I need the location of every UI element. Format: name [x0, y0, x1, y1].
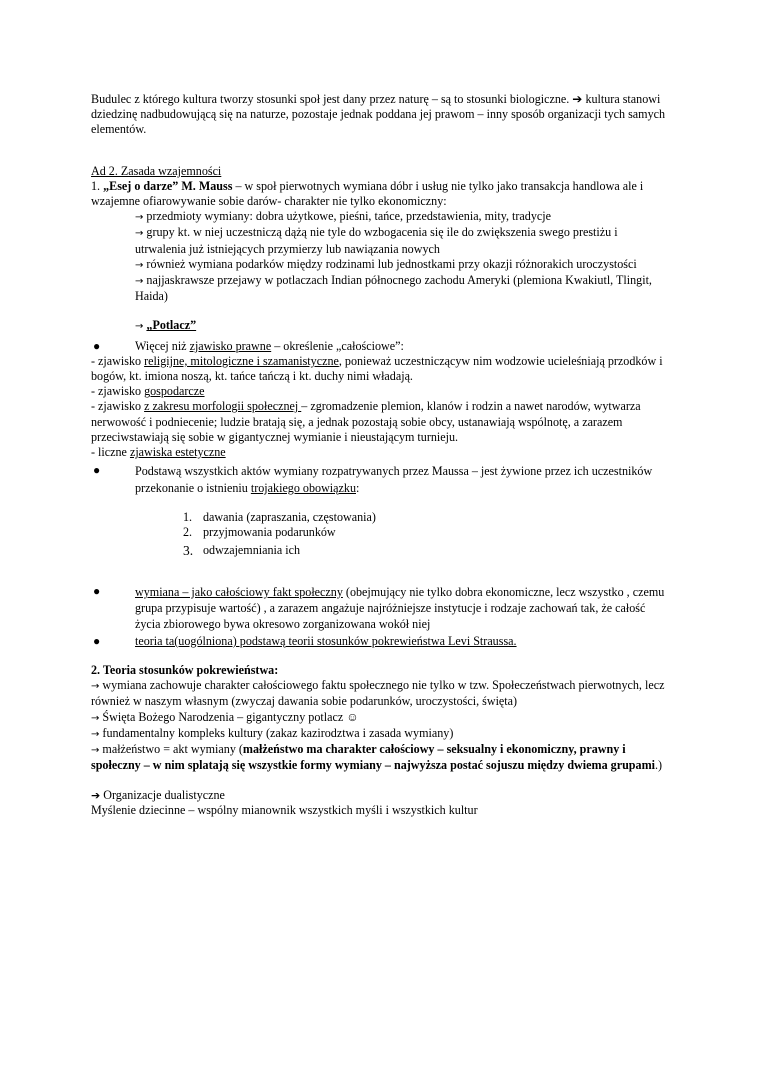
- mauss-lead: 1. „Esej o darze” M. Mauss – w społ pierwotnych wymiana dóbr i usług nie tylko jako transakcja handlowa ale i wzajemne ofiarowywanie sobie darów- charakter nie tylko ekonomiczny:: [91, 178, 644, 209]
- obligation-item: 3. odwzajemniania ich: [183, 542, 301, 558]
- arrow-icon: →: [135, 228, 144, 240]
- bullet-item: ● wymiana – jako całościowy fakt społeczny (obejmujący nie tylko dobra ekonomiczne, lecz wszystko , czemu grupa przypisuje wartość) , a zarazem angażuje najróżniejsze instytucje i rodzaje zachowań tak, że całość życia zbiorowego bywa okresowo zorganizowana wokół niej: [93, 583, 665, 631]
- arrow-icon: →: [135, 259, 144, 271]
- arrow-bold-icon: ➔: [91, 788, 101, 802]
- arrow-item: → przedmioty wymiany: dobra użytkowe, pieśni, tańce, przedstawienia, mity, tradycje: [135, 209, 551, 224]
- arrow-icon: →: [135, 276, 144, 288]
- arrow-item: → Święta Bożego Narodzenia – gigantyczny potlacz ☺: [91, 709, 359, 724]
- arrow-item: → fundamentalny kompleks kultury (zakaz kazirodztwa i zasada wymiany): [91, 725, 454, 740]
- arrow-icon: →: [91, 745, 100, 757]
- bullet-item: ● Więcej niż zjawisko prawne – określenie „całościowe”:: [93, 338, 404, 353]
- arrow-icon: →: [135, 212, 144, 224]
- section1-heading: Ad 2. Zasada wzajemności: [91, 163, 222, 178]
- arrow-item: → najjaskrawsze przejawy w potlaczach Indian północnego zachodu Ameryki (plemiona Kwakiutl, Tlingit, Haida): [135, 273, 652, 304]
- arrow-icon: →: [91, 681, 100, 693]
- zjawisko-gospodarcze: - zjawisko gospodarcze: [91, 384, 205, 399]
- bullet-icon: ●: [93, 338, 101, 353]
- zjawisko-estetyczne: - liczne zjawiska estetyczne: [91, 445, 226, 460]
- obligation-item: 2. przyjmowania podarunków: [183, 525, 336, 540]
- bullet-icon: ●: [93, 463, 101, 478]
- arrow-item: → również wymiana podarków między rodzinami lub jednostkami przy okazji różnorakich uroczystości: [135, 256, 637, 271]
- bullet-icon: ●: [93, 633, 101, 648]
- arrow-item: → wymiana zachowuje charakter całościowego faktu społecznego nie tylko w tzw. Społeczeństwach pierwotnych, lecz również w naszym własnym (zwyczaj dawania sobie podarunków, uroczystości, święta): [91, 678, 665, 709]
- arrow-icon: →: [135, 321, 144, 333]
- zjawisko-religijne: - zjawisko religijne, mitologiczne i szamanistyczne, ponieważ uczestniczącyw nim wodzowie ucieleśniają przodków i bogów, kt. imiona noszą, kt. tańce tańczą i kt. duchy nimi władają.: [91, 353, 663, 384]
- arrow-icon: →: [91, 712, 100, 724]
- obligation-item: 1. dawania (zapraszania, częstowania): [183, 510, 376, 525]
- potlacz-heading: → „Potlacz”: [135, 318, 197, 333]
- intro-paragraph: Budulec z którego kultura tworzy stosunki społ jest dany przez naturę – są to stosunki biologiczne. ➔ kultura stanowi dziedzinę nadbudowującą się na naturze, pozostaje jednak poddana jej prawom – inny sposób organizacji tych samych elementów.: [91, 92, 666, 137]
- zjawisko-morfologia: - zjawisko z zakresu morfologii społecznej – zgromadzenie plemion, klanów i rodzin a nawet narodów, wytwarza nerwowość i podniecenie; ludzie bratają się, a jednak pozostają sobie obcy, ustanawiają wspólnotę, a zarazem przeciwstawiają się sobie w gigantycznej wymianie i nieustającym turnieju.: [91, 399, 641, 444]
- bullet-icon: ●: [93, 583, 101, 598]
- arrow-item: → małżeństwo = akt wymiany (małżeństwo ma charakter całościowy – seksualny i ekonomiczny, prawny i społeczny – w nim splatają się wszystkie formy wymiany – najwyższa postać sojuszu między dwiema grupami.): [91, 742, 663, 773]
- arrow-icon: →: [91, 728, 100, 740]
- mauss-title: „Esej o darze” M. Mauss: [103, 178, 233, 193]
- bullet-item: ● Podstawą wszystkich aktów wymiany rozpatrywanych przez Maussa – jest żywione przez ich uczestników przekonanie o istnieniu trojakiego obowiązku:: [93, 463, 653, 495]
- bullet-item: ● teoria ta(uogólniona) podstawą teorii stosunków pokrewieństwa Levi Straussa.: [93, 633, 517, 648]
- closing-line: Myślenie dziecinne – wspólny mianownik wszystkich myśli i wszystkich kultur: [91, 802, 478, 817]
- arrow-item: → grupy kt. w niej uczestniczą dążą nie tyle do wzbogacenia się ile do zwiększenia swego prestiżu i utrwalenia już istniejących przymierzy lub nawiązania nowych: [135, 225, 618, 256]
- document-page: [91, 92, 671, 818]
- section3-heading: ➔ Organizacje dualistyczne: [91, 787, 225, 802]
- section2-heading: 2. Teoria stosunków pokrewieństwa:: [91, 663, 279, 678]
